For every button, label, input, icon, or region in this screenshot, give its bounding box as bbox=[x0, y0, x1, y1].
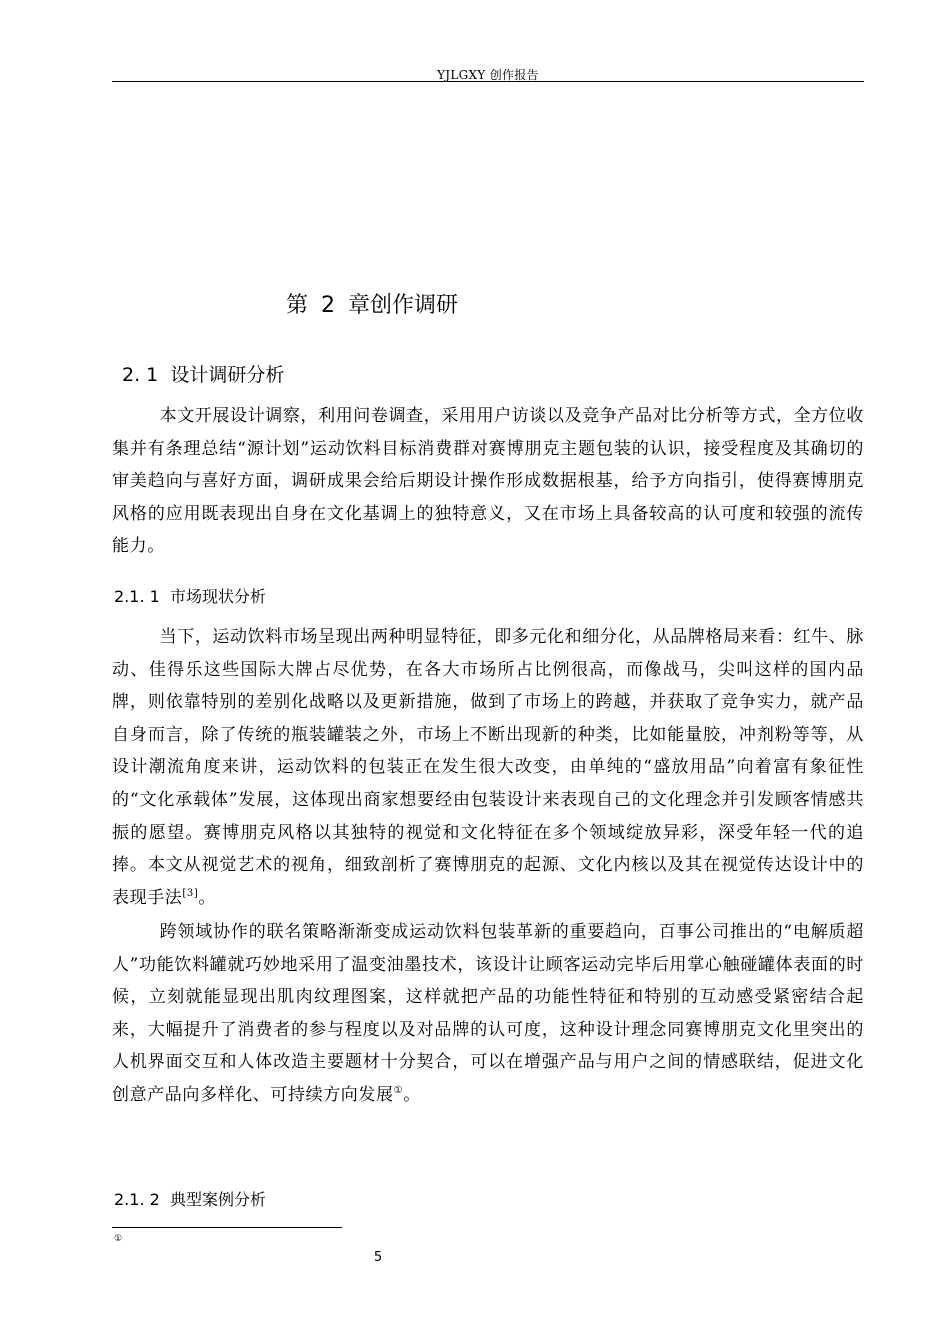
section-intro-paragraph: 本文开展设计调察，利用问卷调查，采用用户访谈以及竞争产品对比分析等方式，全方位收集并有条理总结“源计划”运动饮料目标消费群对赛博朋克主题包装的认识，接受程度及其确切的审美趋向与喜好方面，调研成果会给后期设计操作形成数据根基，给予方向指引，使得赛博朋克风格的应用既表现出自身在文化基调上的独特意义，又在市场上具备较高的认可度和较强的流传能力。 bbox=[112, 406, 864, 557]
page-number: 5 bbox=[373, 1250, 383, 1265]
header-rule bbox=[112, 81, 864, 82]
footnote-ref: ① bbox=[393, 1084, 404, 1096]
footnote-rule bbox=[112, 1227, 342, 1228]
market-paragraph-2-end: 。 bbox=[403, 1084, 421, 1105]
citation-ref: [3] bbox=[182, 887, 199, 899]
footnote-mark: ① bbox=[114, 1234, 123, 1244]
subsection-title-cases: 2.1. 2 典型案例分析 bbox=[114, 1190, 266, 1209]
market-paragraph-2-text: 跨领域协作的联名策略渐渐变成运动饮料包装革新的重要趋向，百事公司推出的“电解质超人”功能饮料罐就巧妙地采用了温变油墨技术，该设计让顾客运动完毕后用掌心触碰罐体表面的时候，立刻就能显现出肌肉纹理图案，这样就把产品的功能性特征和特别的互动感受紧密结合起来，大幅提升了消费者的参与程度以及对品牌的认可度，这种设计理念同赛博朋克文化里突出的人机界面交互和人体改造主要题材十分契合，可以在增强产品与用户之间的情感联结，促进文化创意产品向多样化、可持续方向发展 bbox=[112, 922, 864, 1105]
market-paragraph-2 bbox=[112, 916, 864, 1112]
running-header: YJLGXY 创作报告 bbox=[437, 68, 539, 82]
section-title: 2. 1 设计调研分析 bbox=[122, 364, 285, 386]
market-paragraph-1 bbox=[112, 621, 864, 914]
subsection-title-market: 2.1. 1 市场现状分析 bbox=[114, 587, 266, 606]
chapter-title: 第 2 章创作调研 bbox=[286, 293, 458, 318]
market-paragraph-1-text: 当下，运动饮料市场呈现出两种明显特征，即多元化和细分化，从品牌格局来看：红牛、脉动、佳得乐这些国际大牌占尽优势，在各大市场所占比例很高，而像战马，尖叫这样的国内品牌，则依靠特别的差别化战略以及更新措施，做到了市场上的跨越，并获取了竞争实力，就产品自身而言，除了传统的瓶装罐装之外，市场上不断出现新的种类，比如能量胶，冲剂粉等等，从设计潮流角度来讲，运动饮料的包装正在发生很大改变，由单纯的“盛放用品”向着富有象征性的“文化承载体”发展，这体现出商家想要经由包装设计来表现自己的文化理念并引发顾客情感共振的愿望。赛博朋克风格以其独特的视觉和文化特征在多个领域绽放异彩，深受年轻一代的追捧。本文从视觉艺术的视角，细致剖析了赛博朋克的起源、文化内核以及其在视觉传达设计中的表现手法 bbox=[112, 627, 864, 908]
market-paragraph-1-end: 。 bbox=[198, 887, 216, 908]
